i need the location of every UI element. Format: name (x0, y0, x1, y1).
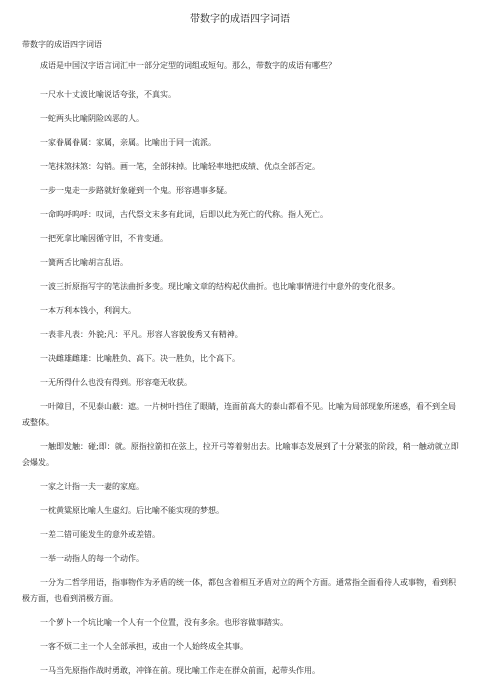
intro-paragraph: 成语是中国汉字语言词汇中一部分定型的词组或短句。那么，带数字的成语有哪些？ (40, 61, 336, 70)
idiom-entry: 一分为二哲学用语，指事物作为矛盾的统一体，都包含着相互矛盾对立的两个方面。通常指全面看待人或事物，看到积极方面，也看到消极方面。 (22, 578, 456, 603)
idiom-entry: 一家之计指一夫一妻的家庭。 (40, 482, 144, 491)
idiom-entry: 一马当先原指作战时勇敢，冲锋在前。现比喻工作走在群众前面，起带头作用。 (40, 666, 320, 675)
idiom-entry: 一家眷属眷属：家属，亲属。比喻出于同一流派。 (40, 138, 216, 147)
idiom-entry: 一蛇两头比喻阴险凶恶的人。 (40, 114, 144, 123)
idiom-entry: 一步一鬼走一步路就好象碰到一个鬼。形容遇事多疑。 (40, 186, 232, 195)
idiom-entry: 一波三折原指写字的笔法曲折多变。现比喻文章的结构起伏曲折。也比喻事情进行中意外的变化很多。 (40, 282, 400, 291)
idiom-entry: 一表非凡表：外貌;凡：平凡。形容人容貌俊秀又有精神。 (40, 330, 243, 339)
page-title: 带数字的成语四字词语 (190, 14, 290, 25)
idiom-entry: 一触即发触：碰;即：就。原指拉箭扣在弦上，拉开弓等着射出去。比喻事态发展到了十分紧张的阶段，稍一触动就立即会爆发。 (22, 442, 459, 467)
document-subtitle: 带数字的成语四字词语 (22, 40, 102, 49)
idiom-entry: 一决雌雄雌雄：比喻胜负、高下。决一胜负，比个高下。 (40, 354, 240, 363)
idiom-list (22, 87, 460, 687)
idiom-entry: 一无所得什么也没有得到。形容毫无收获。 (40, 378, 192, 387)
idiom-entry: 一差二错可能发生的意外或差错。 (40, 530, 160, 539)
idiom-entry: 一命呜呼呜呼：叹词，古代祭文末多有此词，后即以此为死亡的代称。指人死亡。 (40, 210, 328, 219)
idiom-entry: 一个萝卜一个坑比喻一个人有一个位置，没有多余。也形容做事踏实。 (40, 618, 288, 627)
idiom-entry: 一枕黄粱原比喻人生虚幻。后比喻不能实现的梦想。 (40, 506, 224, 515)
idiom-entry: 一把死拿比喻因循守旧，不肯变通。 (40, 234, 168, 243)
idiom-entry: 一客不烦二主一个人全部承担，或由一个人始终成全其事。 (40, 642, 248, 651)
idiom-entry: 一簧两舌比喻胡言乱语。 (40, 258, 128, 267)
idiom-entry: 一叶障目，不见泰山蔽：遮。一片树叶挡住了眼睛，连面前高大的泰山都看不见。比喻为局部现象所迷惑，看不到全局或整体。 (22, 402, 456, 427)
idiom-entry: 一笔抹煞抹煞：勾销。画一笔，全部抹掉。比喻轻率地把成绩、优点全部否定。 (40, 162, 320, 171)
idiom-entry: 一举一动指人的每一个动作。 (40, 554, 144, 563)
idiom-entry: 一尺水十丈波比喻说话夸张，不真实。 (40, 90, 176, 99)
idiom-entry: 一本万利本钱小，利润大。 (40, 306, 136, 315)
